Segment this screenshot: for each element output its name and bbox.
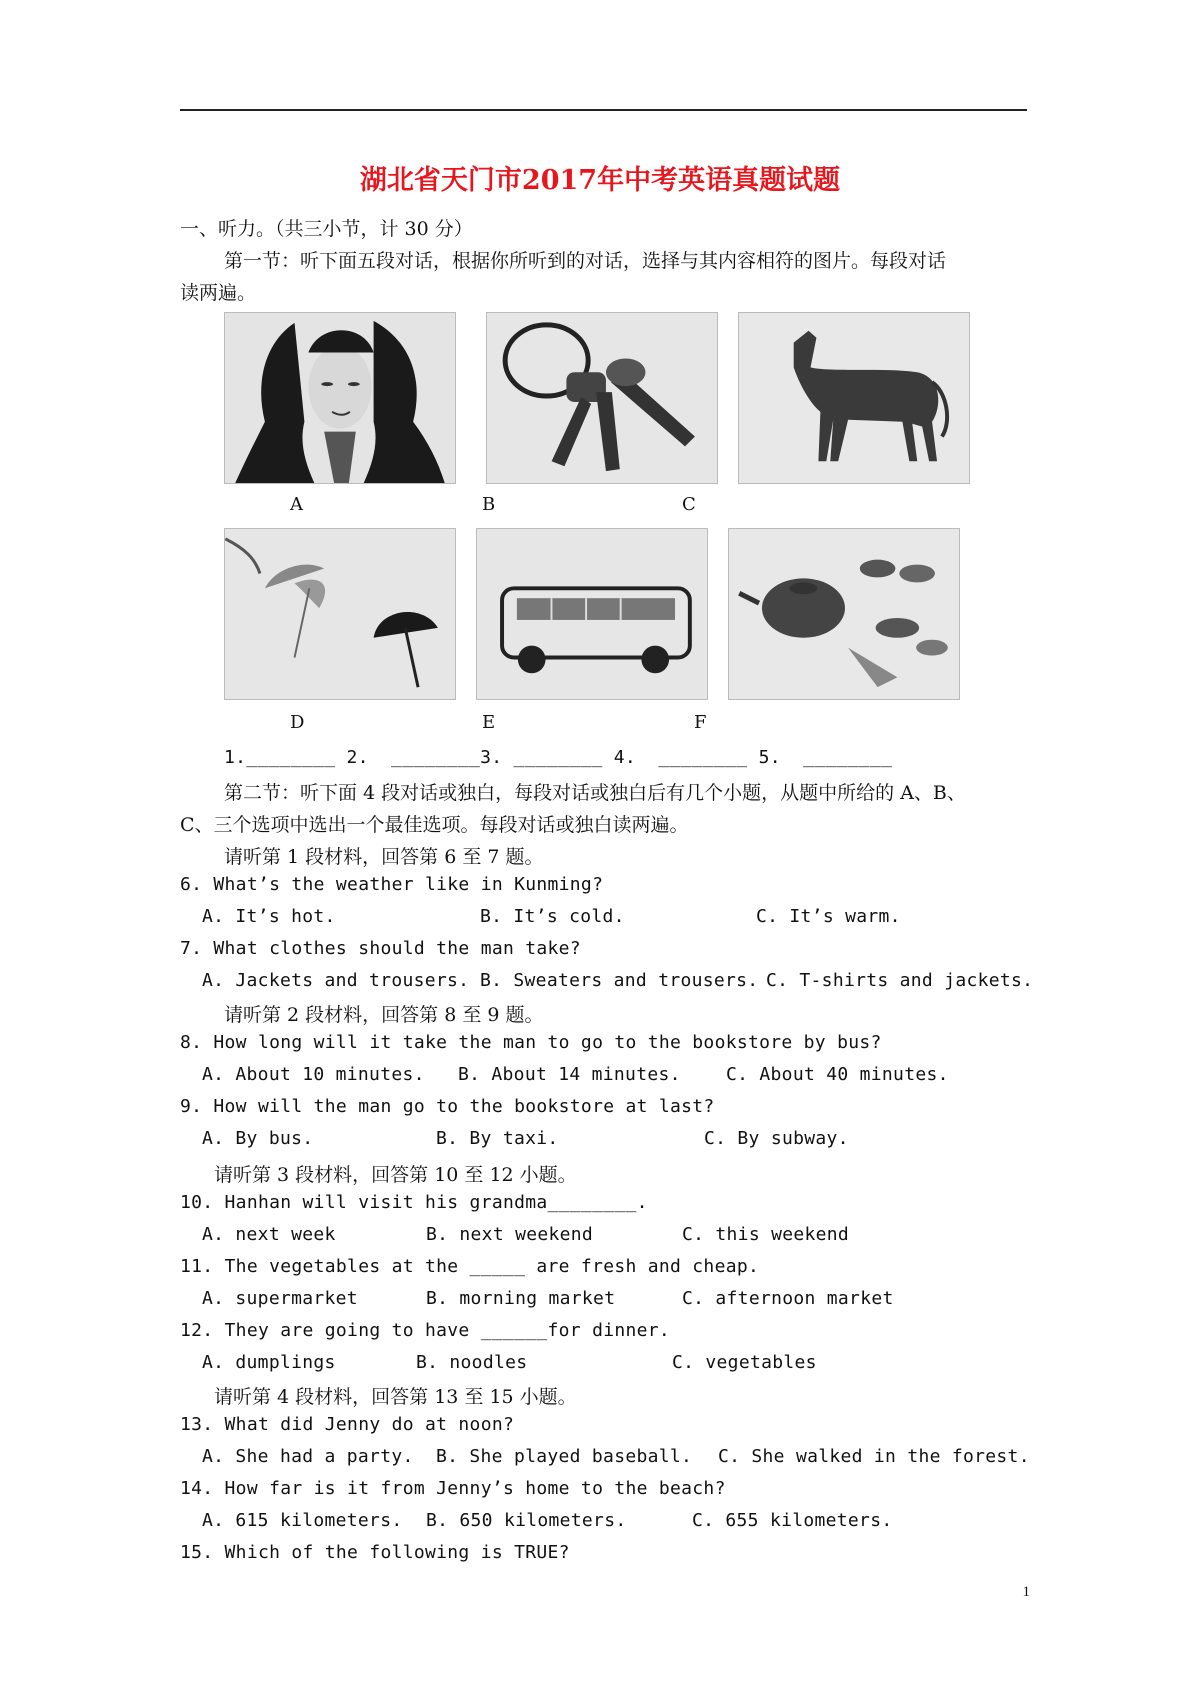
q6-option-c: C. It’s warm. [756,906,901,927]
q11-option-a: A. supermarket [202,1288,358,1309]
q13-option-c: C. She walked in the forest. [718,1446,1030,1467]
listening-instruction-1: 请听第 1 段材料，回答第 6 至 7 题。 [224,846,544,868]
keys-icon [487,313,717,483]
page-number: 1 [1022,1584,1030,1600]
school-bus-icon [477,529,707,699]
q8-option-a: A. About 10 minutes. [202,1064,425,1085]
picture-label-f: F [694,712,707,733]
q14-option-a: A. 615 kilometers. [202,1510,403,1531]
q6-option-b: B. It’s cold. [480,906,625,927]
picture-b-keys [486,312,718,484]
picture-label-c: C [682,494,696,515]
q7-option-a: A. Jackets and trousers. [202,970,470,991]
q8-option-c: C. About 40 minutes. [726,1064,949,1085]
q14-option-b: B. 650 kilometers. [426,1510,627,1531]
umbrellas-icon [225,529,455,699]
q9-option-b: B. By taxi. [436,1128,559,1149]
q14-option-c: C. 655 kilometers. [692,1510,893,1531]
q9-option-c: C. By subway. [704,1128,849,1149]
listening-instruction-4: 请听第 4 段材料，回答第 13 至 15 小题。 [214,1386,577,1408]
picture-a-woman [224,312,456,484]
listening-instruction-3: 请听第 3 段材料，回答第 10 至 12 小题。 [214,1164,577,1186]
q10-option-c: C. this weekend [682,1224,850,1245]
q12-option-c: C. vegetables [672,1352,817,1373]
listening-instruction-2: 请听第 2 段材料，回答第 8 至 9 题。 [224,1004,544,1026]
picture-label-d: D [290,712,305,733]
picture-e-bus [476,528,708,700]
q8-option-b: B. About 14 minutes. [458,1064,681,1085]
picture-label-a: A [290,494,303,515]
section-heading: 一、听力。（共三小节，计 30 分） [180,218,473,240]
page-title: 湖北省天门市2017年中考英语真题试题 [359,165,841,196]
q13-option-a: A. She had a party. [202,1446,414,1467]
picture-label-b: B [482,494,496,515]
q12-option-a: A. dumplings [202,1352,336,1373]
q9-option-a: A. By bus. [202,1128,314,1149]
q10-option-b: B. next weekend [426,1224,594,1245]
picture-c-horse [738,312,970,484]
q12-option-b: B. noodles [416,1352,528,1373]
picture-label-e: E [482,712,496,733]
question-13: 13. What did Jenny do at noon? [180,1414,515,1435]
question-9: 9. How will the man go to the bookstore at last? [180,1096,715,1117]
answer-blanks: 1.________ 2. ________3. ________ 4. ________ 5. ________ [224,747,893,768]
horse-icon [739,313,969,483]
q6-option-a: A. It’s hot. [202,906,336,927]
picture-d-umbrellas [224,528,456,700]
q7-option-b: B. Sweaters and trousers. [480,970,759,991]
header-rule [180,109,1027,111]
q13-option-b: B. She played baseball. [436,1446,693,1467]
question-15: 15. Which of the following is TRUE? [180,1542,570,1563]
part1-instruction-cont: 读两遍。 [180,282,257,304]
part2-instruction: 第二节：听下面 4 段对话或独白，每段对话或独白后有几个小题，从题中所给的 A、B、 [224,782,966,804]
question-11: 11. The vegetables at the _____ are fresh and cheap. [180,1256,760,1277]
picture-f-tea-set [728,528,960,700]
question-7: 7. What clothes should the man take? [180,938,581,959]
q10-option-a: A. next week [202,1224,336,1245]
q11-option-c: C. afternoon market [682,1288,894,1309]
question-6: 6. What’s the weather like in Kunming? [180,874,604,895]
q11-option-b: B. morning market [426,1288,616,1309]
question-14: 14. How far is it from Jenny’s home to the beach? [180,1478,726,1499]
q7-option-c: C. T-shirts and jackets. [766,970,1034,991]
question-10: 10. Hanhan will visit his grandma________. [180,1192,648,1213]
part2-instruction-cont: C、三个选项中选出一个最佳选项。每段对话或独白读两遍。 [180,814,689,836]
tea-set-icon [729,529,959,699]
part1-instruction: 第一节：听下面五段对话，根据你所听到的对话，选择与其内容相符的图片。每段对话 [224,250,947,272]
woman-portrait-icon [225,313,455,483]
question-8: 8. How long will it take the man to go to the bookstore by bus? [180,1032,882,1053]
question-12: 12. They are going to have ______for dinner. [180,1320,671,1341]
